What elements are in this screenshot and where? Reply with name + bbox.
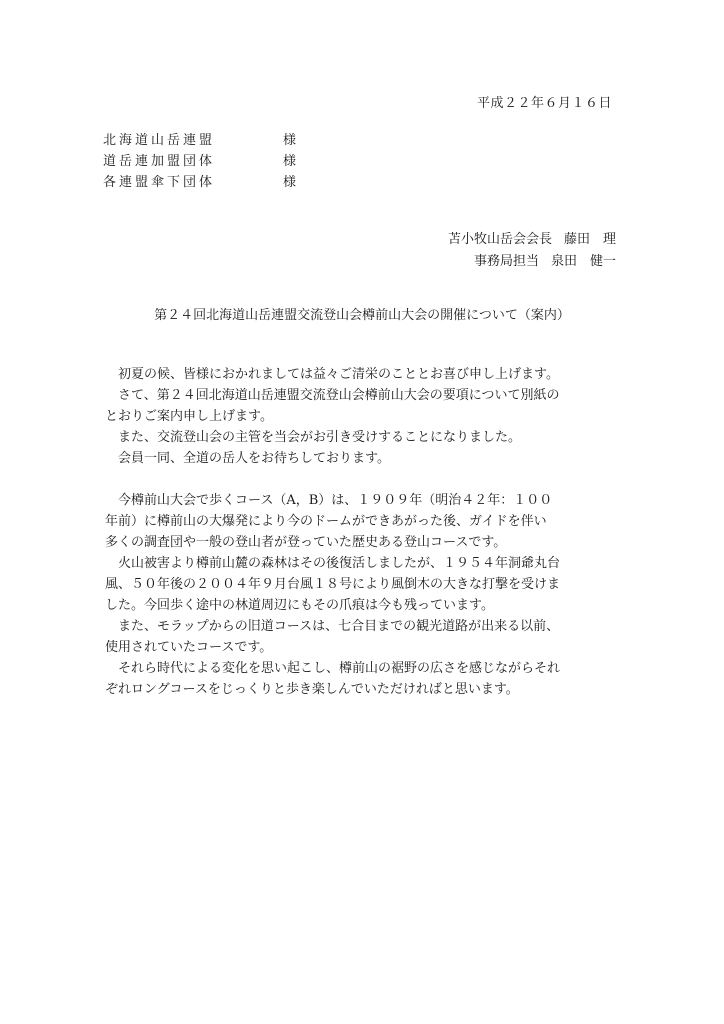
sender-line xyxy=(448,251,616,273)
body-line: 多くの調査団や一般の登山者が登っていた歴史ある登山コースです。 xyxy=(105,535,507,550)
body-line: ぞれロングコースをじっくりと歩き楽しんでいただければと思います。 xyxy=(105,682,519,697)
sender-person: 泉田 健一 xyxy=(550,254,616,269)
body-line: さて、第２４回北海道山岳連盟交流登山会樽前山大会の要項について別紙の xyxy=(118,388,560,403)
document-date: 平成２２年６月１６日 xyxy=(476,96,612,111)
recipient-row xyxy=(103,151,323,172)
body-paragraph xyxy=(105,448,615,469)
body-paragraph xyxy=(105,658,615,700)
body-line: とおりご案内申し上げます。 xyxy=(105,409,273,424)
body-line: 風、５０年後の２００４年９月台風１８号により風倒木の大きな打撃を受けま xyxy=(105,577,561,592)
sender-organization: 事務局担当 xyxy=(473,254,539,269)
recipient-list xyxy=(103,130,323,193)
body-line: 年前）に樽前山の大爆発により今のドームができあがった後、ガイドを伴い xyxy=(105,514,547,529)
body-paragraph xyxy=(105,427,615,448)
body-paragraph xyxy=(105,553,615,616)
recipient-name: 北海道山岳連盟 xyxy=(103,133,216,148)
body-line: した。今回歩く途中の林道周辺にもその爪痕は今も残っています。 xyxy=(105,598,494,613)
recipient-honorific: 様 xyxy=(283,154,297,169)
letter-body xyxy=(105,364,615,700)
body-paragraph xyxy=(105,490,615,553)
body-line: 今樽前山大会で歩くコース（A，B）は、１９０９年（明治４２年：１００ xyxy=(118,493,553,508)
body-line: また、交流登山会の主管を当会がお引き受けすることになりました。 xyxy=(118,430,522,445)
paragraph-gap xyxy=(105,469,615,490)
body-line: それら時代による変化を思い起こし、樽前山の裾野の広さを感じながらそれ xyxy=(118,661,561,676)
sender-block xyxy=(448,229,616,273)
body-paragraph xyxy=(105,616,615,658)
body-line: 会員一同、全道の岳人をお待ちしております。 xyxy=(118,451,390,466)
body-line: 火山被害より樽前山麓の森林はその後復活しましたが、１９５４年洞爺丸台 xyxy=(118,556,561,571)
recipient-name: 各連盟傘下団体 xyxy=(103,175,216,190)
recipient-row xyxy=(103,130,323,151)
sender-line xyxy=(448,229,616,251)
body-line: 初夏の候、皆様におかれましては益々ご清栄のこととお喜び申し上げます。 xyxy=(118,367,559,382)
body-line: 使用されていたコースです。 xyxy=(105,640,273,655)
body-paragraph xyxy=(105,385,615,427)
recipient-honorific: 様 xyxy=(283,133,297,148)
recipient-name: 道岳連加盟団体 xyxy=(103,154,216,169)
sender-person: 藤田 理 xyxy=(563,232,616,247)
sender-organization: 苫小牧山岳会会長 xyxy=(447,232,552,247)
recipient-row xyxy=(103,172,323,193)
recipient-honorific: 様 xyxy=(283,175,297,190)
body-paragraph xyxy=(105,364,615,385)
body-line: また、モラップからの旧道コースは、七合目までの観光道路が出来る以前、 xyxy=(118,619,560,634)
document-subject: 第２４回北海道山岳連盟交流登山会樽前山大会の開催について（案内） xyxy=(154,308,570,323)
